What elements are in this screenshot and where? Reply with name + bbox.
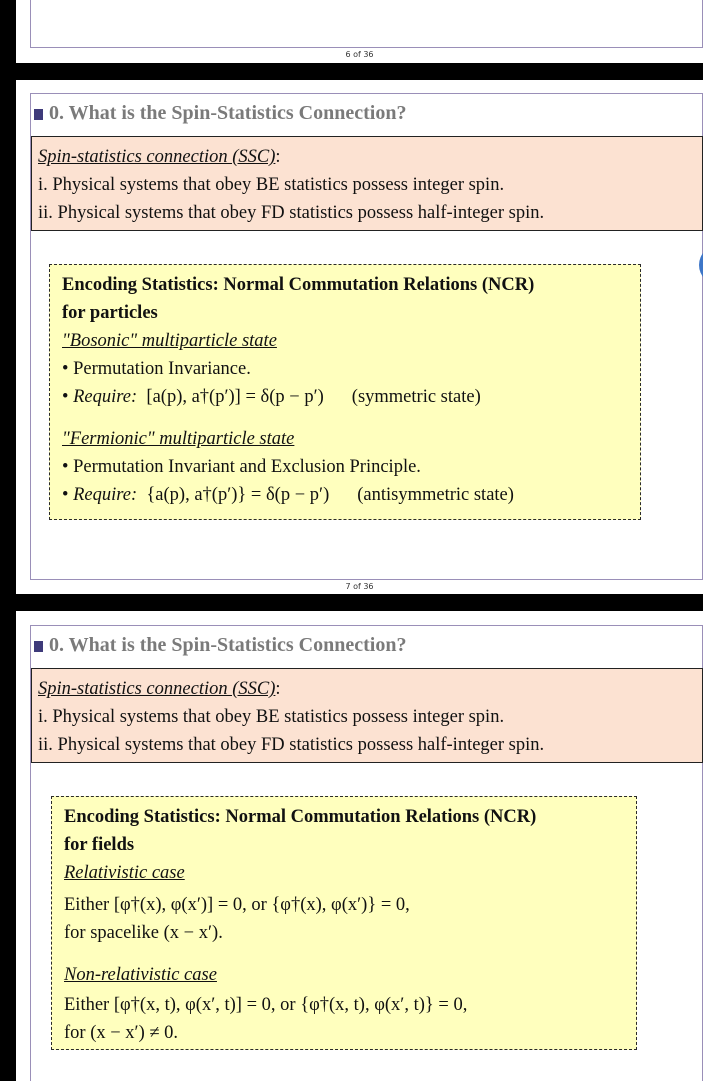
slide-8-heading-text: 0. What is the Spin-Statistics Connection? bbox=[49, 634, 407, 656]
fermionic-heading: "Fermionic" multiparticle state bbox=[62, 429, 295, 449]
ncr-particles-box bbox=[49, 264, 641, 520]
ssc-line-1: i. Physical systems that obey BE statistics possess integer spin. bbox=[38, 707, 505, 727]
fermionic-note: (antisymmetric state) bbox=[357, 485, 514, 505]
nonrel-line-1: Either [φ†(x, t), φ(x′, t)] = 0, or {φ†(x, t), φ(x′, t)} = 0, bbox=[64, 995, 468, 1015]
bosonic-item-1: • Permutation Invariance. bbox=[62, 359, 251, 379]
slide-7-heading-text: 0. What is the Spin-Statistics Connection? bbox=[49, 102, 407, 124]
ssc-box-7 bbox=[31, 136, 703, 231]
page-number-6: 6 of 36 bbox=[345, 50, 374, 59]
ssc-box-8 bbox=[31, 668, 703, 763]
fermionic-require-line: • Require: {a(p), a†(p′)} = δ(p − p′) (antisymmetric state) bbox=[62, 485, 514, 505]
bosonic-heading: "Bosonic" multiparticle state bbox=[62, 331, 277, 351]
ssc-title: Spin-statistics connection (SSC) bbox=[38, 147, 276, 167]
relativistic-heading: Relativistic case bbox=[64, 863, 185, 883]
fermionic-relation: {a(p), a†(p′)} = δ(p − p′) bbox=[146, 485, 330, 505]
nonrel-line-2: for (x − x′) ≠ 0. bbox=[64, 1023, 179, 1043]
ssc-title-line bbox=[38, 143, 702, 171]
ssc-title-line bbox=[38, 675, 702, 703]
box-title-line-1: Encoding Statistics: Normal Commutation Relations (NCR) bbox=[64, 807, 537, 827]
bosonic-require-label: Require: bbox=[73, 387, 138, 407]
bosonic-relation: [a(p), a†(p′)] = δ(p − p′) bbox=[146, 387, 324, 407]
slide-7-frame bbox=[30, 93, 703, 580]
box-title-line-2: for fields bbox=[64, 835, 135, 855]
heading-bullet-icon bbox=[34, 109, 43, 120]
ssc-line-1: i. Physical systems that obey BE statistics possess integer spin. bbox=[38, 175, 505, 195]
ncr-fields-box bbox=[51, 796, 637, 1050]
bosonic-require-line: • Require: [a(p), a†(p′)] = δ(p − p′) (symmetric state) bbox=[62, 387, 481, 407]
slide-7-heading bbox=[31, 102, 406, 125]
slide-8-heading bbox=[31, 634, 406, 657]
nonrel-heading: Non-relativistic case bbox=[64, 965, 217, 985]
previous-slide-frame bbox=[30, 0, 703, 48]
slide-page-7 bbox=[16, 80, 703, 594]
slide-page-8 bbox=[16, 611, 703, 1081]
relativistic-line-2: for spacelike (x − x′). bbox=[64, 923, 223, 943]
box-title-line-2: for particles bbox=[62, 303, 158, 323]
ssc-title: Spin-statistics connection (SSC) bbox=[38, 679, 276, 699]
slide-8-frame bbox=[30, 625, 703, 1081]
bosonic-note: (symmetric state) bbox=[351, 387, 481, 407]
relativistic-line-1: Either [φ†(x), φ(x′)] = 0, or {φ†(x), φ(x′)} = 0, bbox=[64, 895, 410, 915]
box-title-line-1: Encoding Statistics: Normal Commutation Relations (NCR) bbox=[62, 275, 535, 295]
page-number-7: 7 of 36 bbox=[345, 582, 374, 591]
ssc-line-2: ii. Physical systems that obey FD statistics possess half-integer spin. bbox=[38, 203, 545, 223]
fermionic-item-1: • Permutation Invariant and Exclusion Principle. bbox=[62, 457, 421, 477]
ssc-line-2: ii. Physical systems that obey FD statistics possess half-integer spin. bbox=[38, 735, 545, 755]
ssc-colon: : bbox=[275, 679, 281, 699]
previous-page bbox=[16, 0, 703, 63]
fermionic-require-label: Require: bbox=[73, 485, 138, 505]
heading-bullet-icon bbox=[34, 641, 43, 652]
ssc-colon: : bbox=[275, 147, 281, 167]
